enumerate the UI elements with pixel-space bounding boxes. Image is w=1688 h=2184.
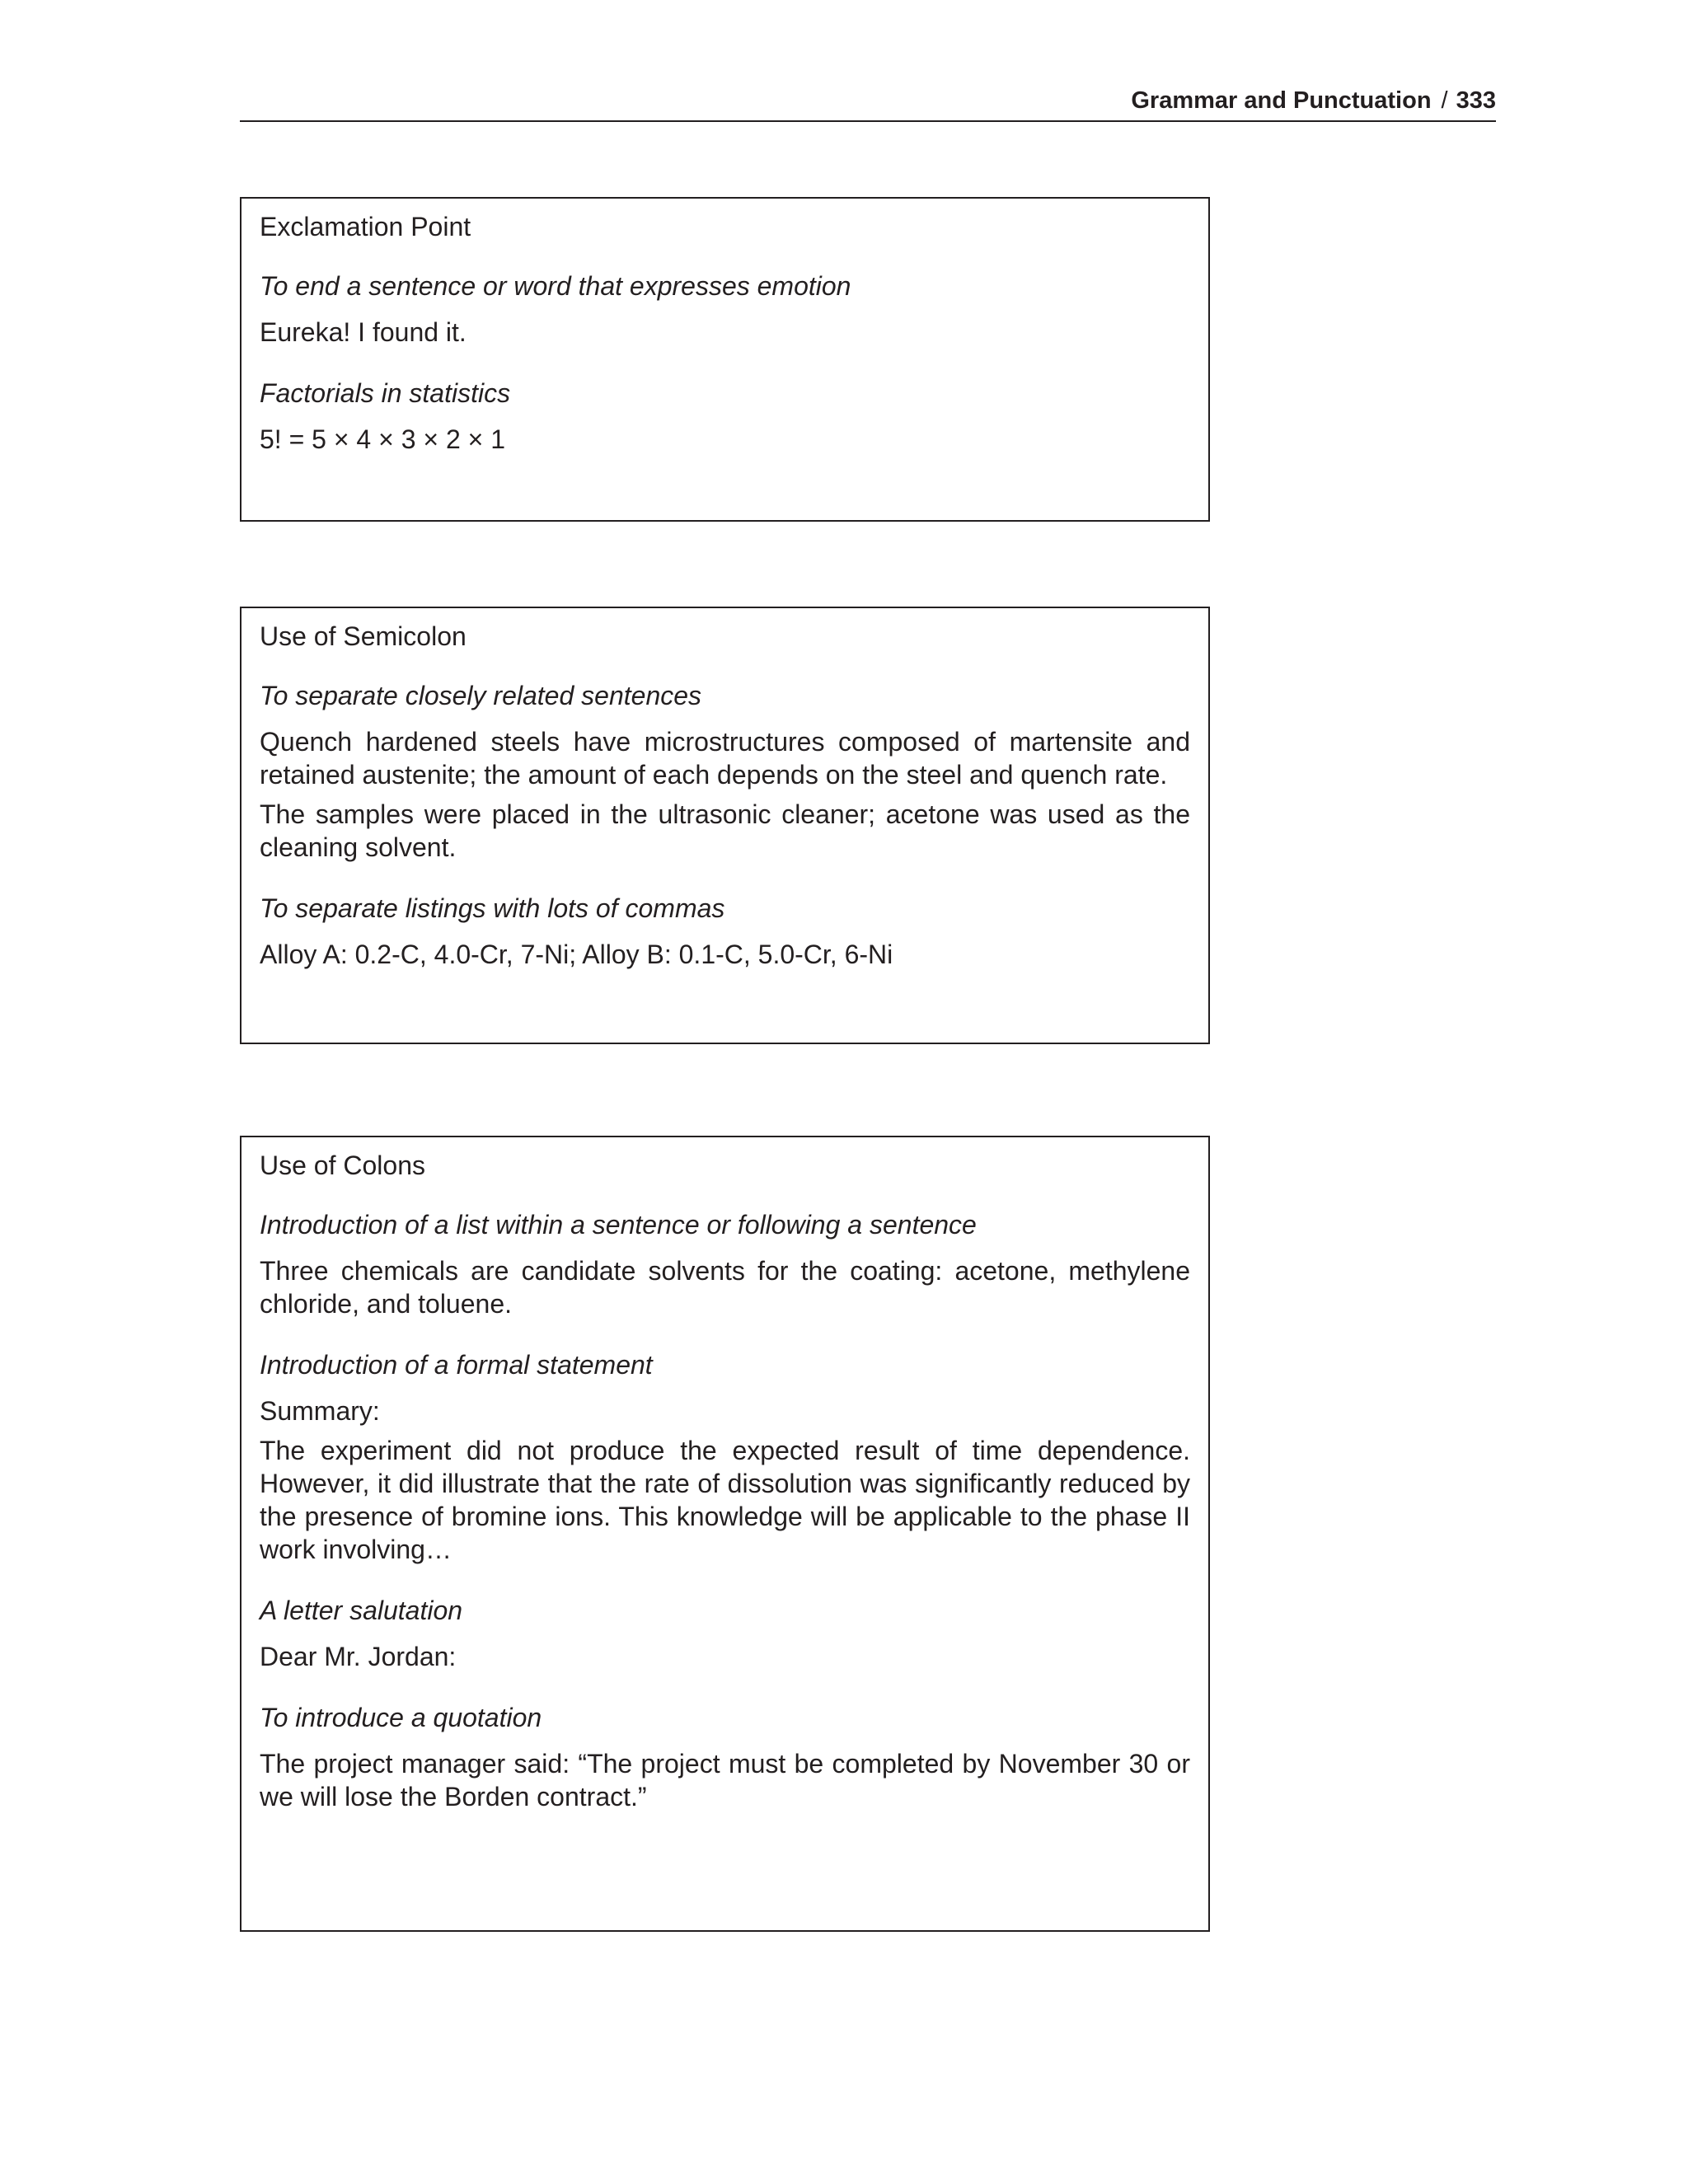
example-text: Three chemicals are candidate solvents for the coating: acetone, methylene chloride, and toluene. (260, 1256, 1190, 1319)
section-heading: To end a sentence or word that expresses emotion (260, 271, 851, 301)
example-text: 5! = 5 × 4 × 3 × 2 × 1 (260, 424, 506, 454)
semicolon-box (240, 607, 1210, 1044)
box-title: Use of Semicolon (260, 621, 467, 651)
exclamation-point-box (240, 197, 1210, 522)
colons-box (240, 1136, 1210, 1932)
example-text: The samples were placed in the ultrasonic cleaner; acetone was used as the cleaning solvent. (260, 799, 1190, 862)
section-heading: Introduction of a list within a sentence or following a sentence (260, 1210, 977, 1240)
chapter-title: Grammar and Punctuation (1131, 87, 1432, 114)
section-heading: Factorials in statistics (260, 378, 511, 408)
section-heading: A letter salutation (260, 1596, 463, 1625)
box-title: Exclamation Point (260, 212, 471, 241)
example-text: Quench hardened steels have microstructures composed of martensite and retained austenite; the amount of each depends on the steel and quench rate. (260, 727, 1190, 790)
example-text: Dear Mr. Jordan: (260, 1642, 457, 1671)
example-text: Summary: (260, 1396, 380, 1426)
section-heading: To introduce a quotation (260, 1703, 542, 1732)
example-text: The experiment did not produce the expected result of time dependence. However, it did illustrate that the rate of dissolution was significantly reduced by the presence of bromine ions. This knowledge will be applicable to the phase II work involving… (260, 1436, 1190, 1564)
example-text: Eureka! I found it. (260, 317, 467, 347)
example-text: Alloy A: 0.2-C, 4.0-Cr, 7-Ni; Alloy B: 0.1-C, 5.0-Cr, 6-Ni (260, 940, 893, 969)
box-title: Use of Colons (260, 1151, 425, 1180)
header-separator: / (1441, 87, 1448, 114)
running-header (240, 81, 1496, 122)
section-heading: Introduction of a formal statement (260, 1350, 653, 1380)
page-number: 333 (1456, 87, 1496, 114)
section-heading: To separate closely related sentences (260, 681, 702, 710)
example-text: The project manager said: “The project must be completed by November 30 or we will lose the Borden contract.” (260, 1749, 1190, 1811)
section-heading: To separate listings with lots of commas (260, 893, 725, 923)
